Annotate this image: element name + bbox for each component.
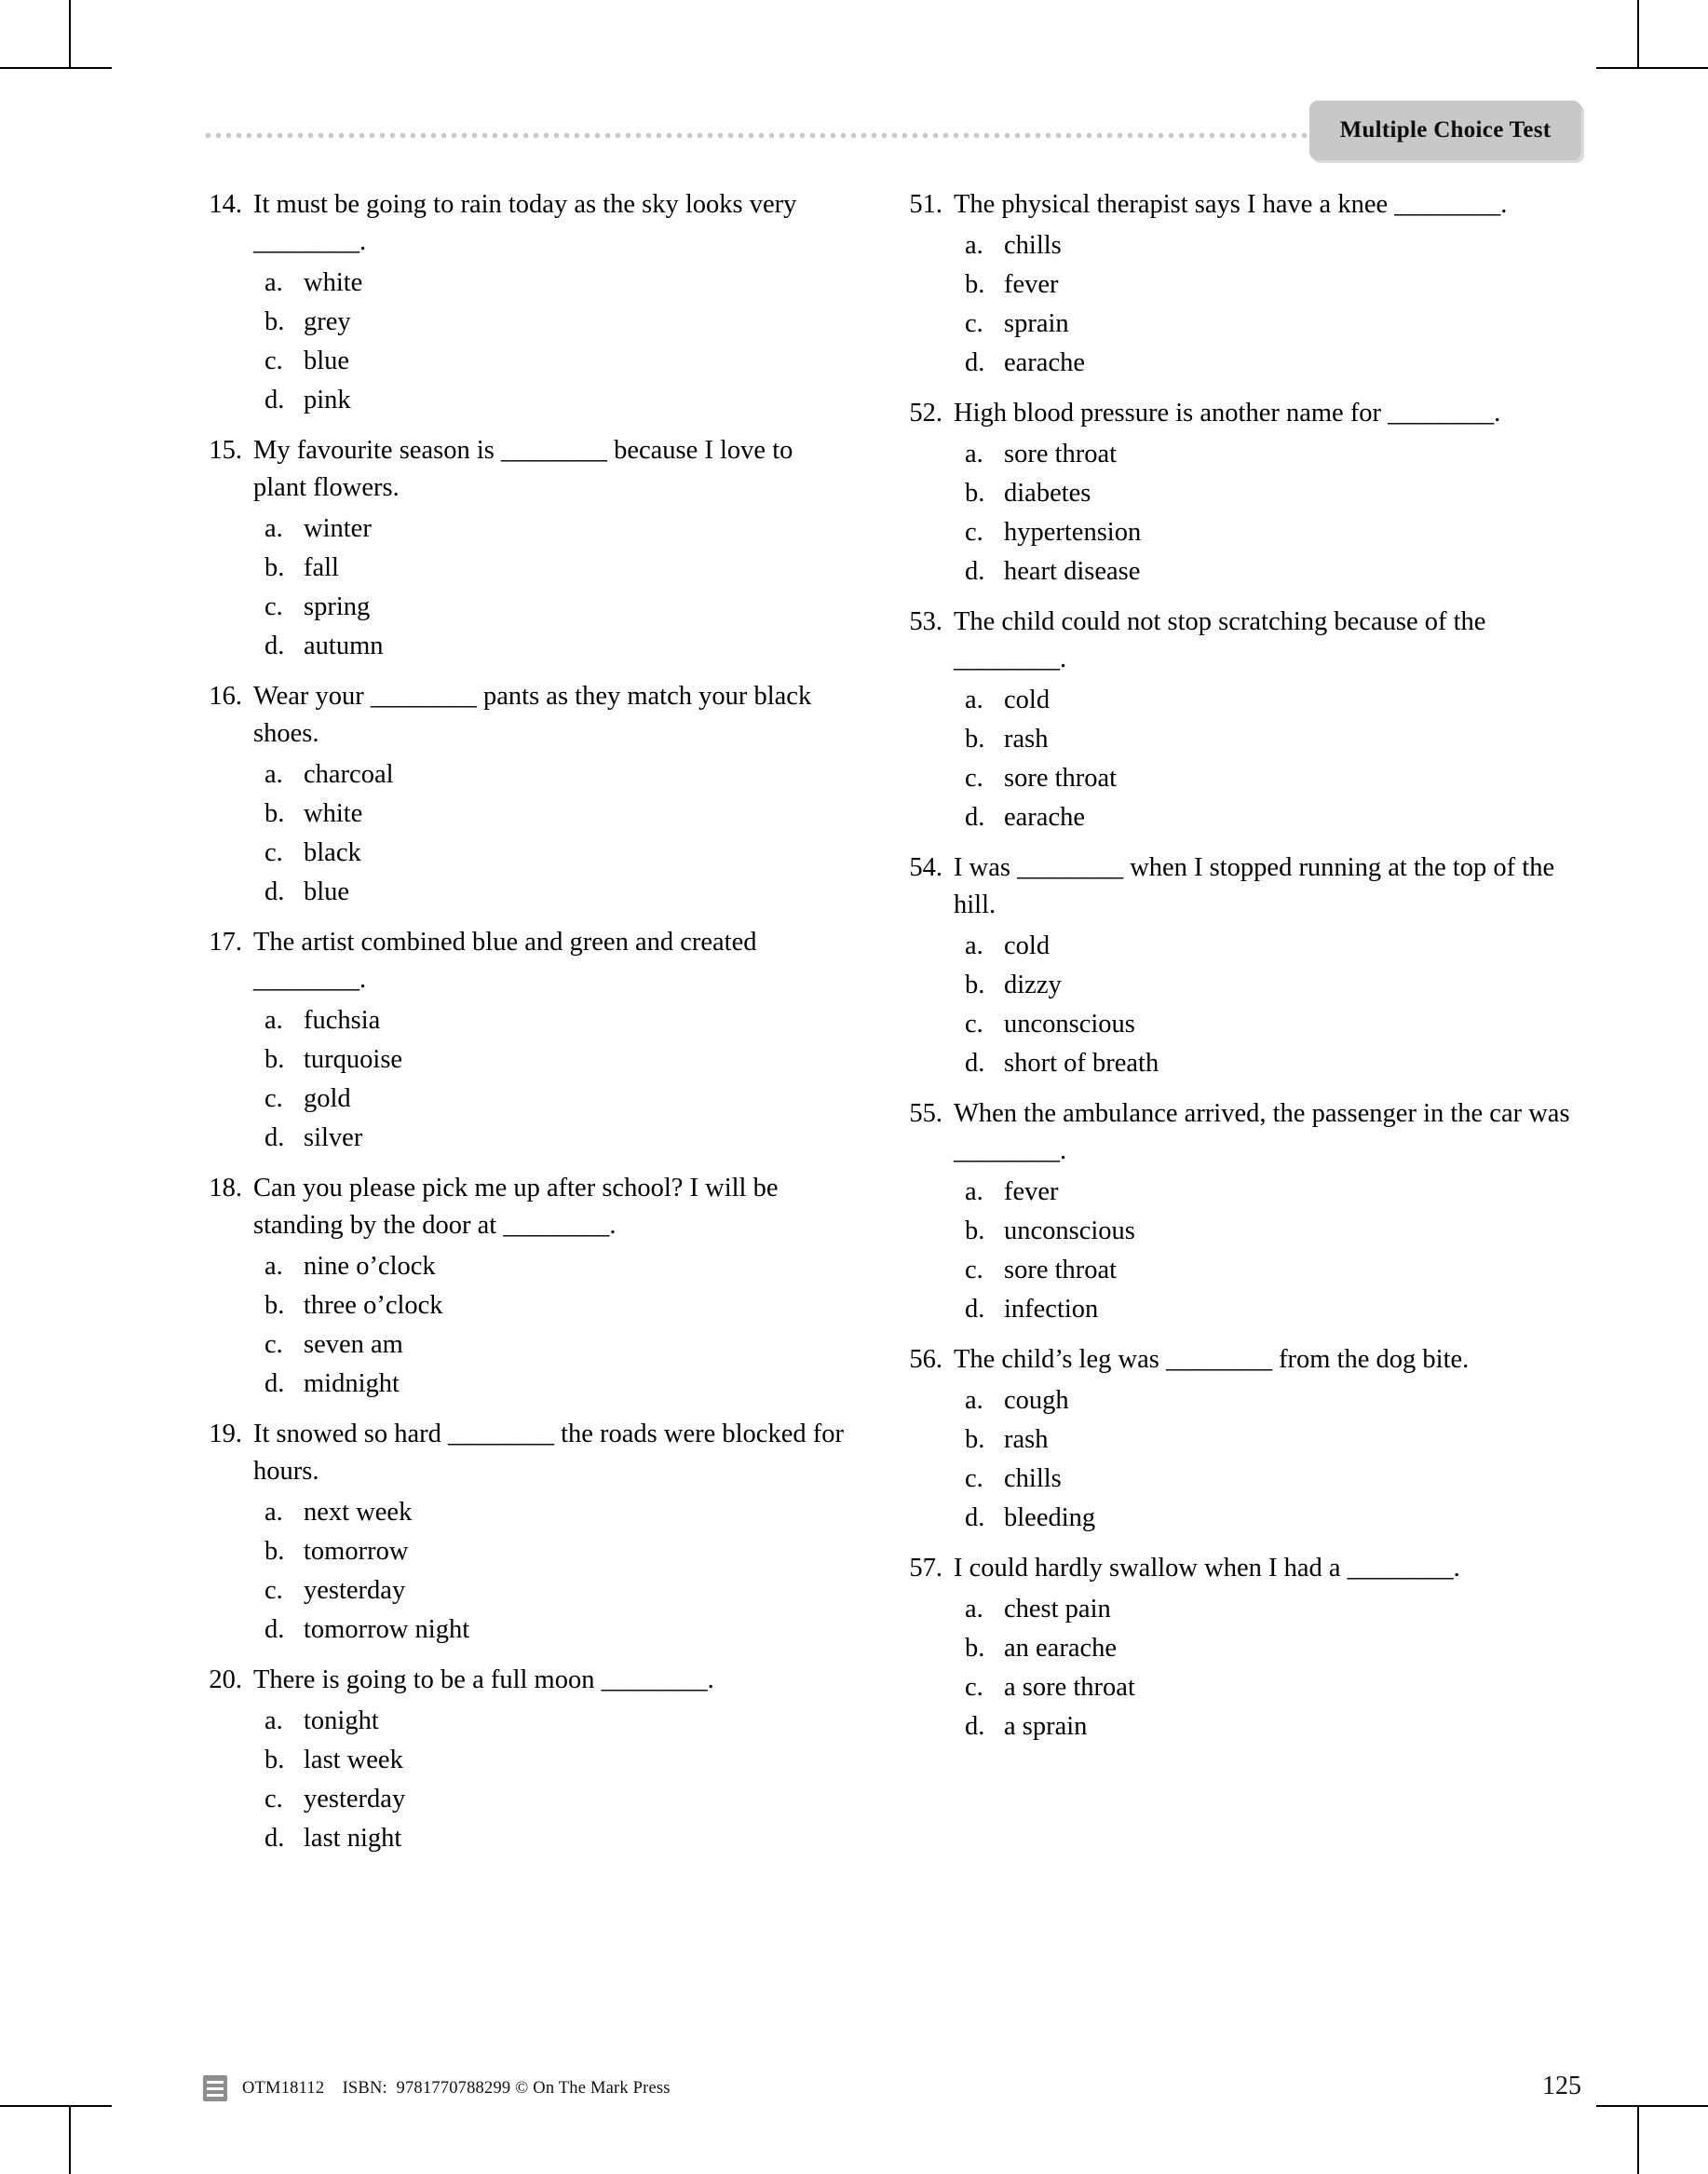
question-text: Can you please pick me up after school? I will be standing by the door at ________.: [253, 1174, 779, 1240]
right-column: [892, 186, 1581, 1870]
option-b[interactable]: [965, 1420, 1581, 1460]
question-15: [203, 432, 847, 666]
option-letter: c.: [264, 1084, 283, 1113]
question-stem: [903, 1550, 1581, 1587]
option-list: [903, 1173, 1581, 1329]
option-a[interactable]: [965, 681, 1581, 720]
option-a[interactable]: [965, 927, 1581, 966]
question-number: 15.: [209, 436, 242, 465]
option-letter: c.: [264, 592, 283, 621]
option-b[interactable]: [264, 1040, 847, 1080]
question-number: 16.: [209, 682, 242, 711]
question-stem: [903, 604, 1581, 678]
option-letter: b.: [264, 1291, 285, 1320]
question-20: [203, 1662, 847, 1858]
question-stem: [203, 1662, 847, 1699]
question-stem: [203, 1170, 847, 1244]
option-letter: c.: [965, 1256, 983, 1284]
option-list: [903, 1590, 1581, 1746]
option-c[interactable]: [965, 759, 1581, 798]
option-text: tomorrow night: [304, 1615, 470, 1644]
option-d[interactable]: [965, 1499, 1581, 1538]
option-letter: d.: [264, 1615, 285, 1644]
question-number: 19.: [209, 1420, 242, 1448]
option-letter: a.: [264, 1706, 283, 1735]
option-c[interactable]: [264, 1571, 847, 1610]
option-letter: c.: [264, 346, 283, 375]
option-a[interactable]: [264, 510, 847, 549]
option-letter: c.: [965, 309, 983, 338]
option-letter: c.: [965, 1010, 983, 1039]
option-text: gold: [304, 1084, 351, 1113]
option-text: white: [304, 268, 363, 297]
question-text: There is going to be a full moon ________.: [253, 1665, 714, 1694]
option-d[interactable]: [264, 1119, 847, 1158]
crop-mark-top-left-vertical: [69, 0, 71, 67]
option-list: [203, 1702, 847, 1858]
option-letter: c.: [965, 518, 983, 547]
option-text: infection: [1004, 1295, 1099, 1324]
question-56: [903, 1341, 1581, 1538]
option-letter: c.: [264, 1576, 283, 1605]
option-d[interactable]: [965, 552, 1581, 591]
option-text: yesterday: [304, 1785, 406, 1814]
question-stem: [903, 1341, 1581, 1379]
option-letter: a.: [965, 440, 983, 469]
option-letter: d.: [965, 803, 985, 832]
option-text: nine o’clock: [304, 1252, 436, 1281]
option-c[interactable]: [264, 834, 847, 873]
option-text: diabetes: [1004, 479, 1091, 508]
option-letter: c.: [965, 1464, 983, 1493]
question-text: Wear your ________ pants as they match your black shoes.: [253, 682, 812, 748]
option-a[interactable]: [264, 755, 847, 795]
question-text: It must be going to rain today as the sky looks very ________.: [253, 190, 797, 256]
option-text: winter: [304, 514, 372, 543]
option-letter: b.: [264, 1746, 285, 1774]
option-text: a sprain: [1004, 1712, 1088, 1741]
option-c[interactable]: [965, 1668, 1581, 1707]
option-text: rash: [1004, 725, 1049, 754]
question-52: [903, 395, 1581, 591]
option-text: chills: [1004, 231, 1062, 260]
option-text: earache: [1004, 803, 1085, 832]
option-list: [903, 927, 1581, 1083]
question-55: [903, 1095, 1581, 1329]
option-list: [903, 1381, 1581, 1538]
page-number: 125: [1542, 2072, 1581, 2100]
question-text: The child’s leg was ________ from the dog bite.: [954, 1345, 1470, 1374]
option-letter: a.: [965, 686, 983, 714]
book-icon: [203, 2075, 227, 2101]
option-letter: a.: [264, 1006, 283, 1035]
option-list: [203, 510, 847, 666]
option-text: hypertension: [1004, 518, 1142, 547]
option-letter: a.: [965, 1177, 983, 1206]
option-b[interactable]: [965, 720, 1581, 759]
option-d[interactable]: [965, 1290, 1581, 1329]
option-text: cough: [1004, 1386, 1069, 1415]
option-text: heart disease: [1004, 557, 1141, 586]
option-letter: d.: [965, 1712, 985, 1741]
option-text: a sore throat: [1004, 1673, 1135, 1702]
question-text: The child could not stop scratching because of the ________.: [954, 607, 1486, 673]
question-text: The artist combined blue and green and created ________.: [253, 928, 757, 994]
option-letter: a.: [965, 931, 983, 960]
option-letter: b.: [264, 1537, 285, 1566]
option-letter: b.: [264, 1045, 285, 1074]
option-d[interactable]: [264, 873, 847, 912]
option-b[interactable]: [965, 474, 1581, 513]
question-stem: [203, 678, 847, 753]
page-header: [203, 89, 1581, 160]
option-letter: b.: [965, 1425, 985, 1454]
question-17: [203, 924, 847, 1158]
option-text: earache: [1004, 348, 1085, 377]
question-number: 17.: [209, 928, 242, 957]
option-letter: d.: [965, 1295, 985, 1324]
option-text: sprain: [1004, 309, 1069, 338]
question-text: The physical therapist says I have a knee ________.: [954, 190, 1508, 219]
question-stem: [203, 432, 847, 507]
crop-mark-bottom-right-horizontal: [1596, 2105, 1708, 2107]
option-c[interactable]: [264, 588, 847, 627]
question-stem: [903, 395, 1581, 432]
option-letter: a.: [965, 1595, 983, 1624]
question-number: 52.: [909, 399, 942, 428]
option-b[interactable]: [264, 303, 847, 342]
section-title-tab: [1309, 101, 1581, 160]
question-text: High blood pressure is another name for ________.: [954, 399, 1501, 428]
question-number: 57.: [909, 1554, 942, 1583]
option-text: an earache: [1004, 1634, 1118, 1663]
option-text: grey: [304, 307, 351, 336]
question-text: When the ambulance arrived, the passenger in the car was ________.: [954, 1099, 1570, 1165]
question-stem: [203, 1416, 847, 1490]
question-54: [903, 849, 1581, 1083]
question-14: [203, 186, 847, 420]
option-b[interactable]: [965, 265, 1581, 305]
option-letter: b.: [965, 270, 985, 299]
option-letter: b.: [965, 971, 985, 999]
question-16: [203, 678, 847, 912]
option-b[interactable]: [264, 795, 847, 834]
option-letter: d.: [965, 557, 985, 586]
option-a[interactable]: [965, 226, 1581, 265]
option-c[interactable]: [264, 1780, 847, 1819]
option-text: chest pain: [1004, 1595, 1111, 1624]
footer-imprint-text: OTM18112 ISBN: 9781770788299 © On The Mark Press: [242, 2078, 671, 2098]
option-letter: d.: [264, 1123, 285, 1152]
option-text: white: [304, 799, 363, 828]
page-footer: [203, 2072, 1581, 2131]
crop-mark-bottom-left-horizontal: [0, 2105, 112, 2107]
option-text: turquoise: [304, 1045, 403, 1074]
option-text: spring: [304, 592, 371, 621]
option-letter: c.: [264, 838, 283, 867]
option-text: seven am: [304, 1330, 403, 1359]
option-text: rash: [1004, 1425, 1049, 1454]
option-text: pink: [304, 386, 351, 414]
option-letter: d.: [264, 386, 285, 414]
question-number: 56.: [909, 1345, 942, 1374]
option-text: cold: [1004, 686, 1051, 714]
option-a[interactable]: [965, 1381, 1581, 1420]
crop-mark-bottom-right-vertical: [1637, 2107, 1639, 2174]
option-letter: b.: [965, 1216, 985, 1245]
option-text: black: [304, 838, 361, 867]
option-text: three o’clock: [304, 1291, 443, 1320]
question-number: 14.: [209, 190, 242, 219]
option-text: silver: [304, 1123, 363, 1152]
option-text: fall: [304, 553, 339, 582]
option-d[interactable]: [965, 1044, 1581, 1083]
option-text: tomorrow: [304, 1537, 409, 1566]
option-letter: b.: [264, 307, 285, 336]
option-list: [203, 1247, 847, 1404]
dotted-rule-divider: [203, 132, 1317, 139]
question-stem: [203, 186, 847, 261]
question-text: I was ________ when I stopped running at the top of the hill.: [954, 853, 1555, 919]
option-text: short of breath: [1004, 1049, 1159, 1078]
option-letter: d.: [965, 1049, 985, 1078]
option-b[interactable]: [965, 966, 1581, 1005]
option-d[interactable]: [264, 1610, 847, 1650]
worksheet-page: [203, 89, 1581, 2101]
option-text: fever: [1004, 270, 1059, 299]
option-text: cold: [1004, 931, 1051, 960]
question-51: [903, 186, 1581, 383]
option-list: [903, 226, 1581, 383]
option-text: sore throat: [1004, 764, 1118, 793]
option-letter: a.: [965, 1386, 983, 1415]
question-number: 54.: [909, 853, 942, 882]
option-letter: d.: [965, 1503, 985, 1532]
option-c[interactable]: [264, 1325, 847, 1365]
option-letter: b.: [965, 479, 985, 508]
option-b[interactable]: [264, 1286, 847, 1325]
question-18: [203, 1170, 847, 1404]
option-list: [203, 264, 847, 420]
option-text: blue: [304, 877, 350, 906]
option-list: [903, 681, 1581, 837]
option-letter: c.: [264, 1330, 283, 1359]
option-text: blue: [304, 346, 350, 375]
option-letter: b.: [965, 1634, 985, 1663]
option-text: yesterday: [304, 1576, 406, 1605]
option-b[interactable]: [264, 1741, 847, 1780]
option-c[interactable]: [965, 1460, 1581, 1499]
crop-mark-top-left-horizontal: [0, 67, 112, 69]
question-number: 55.: [909, 1099, 942, 1128]
option-letter: a.: [264, 760, 283, 789]
question-number: 18.: [209, 1174, 242, 1202]
question-stem: [903, 186, 1581, 224]
option-letter: c.: [264, 1785, 283, 1814]
option-letter: d.: [264, 1824, 285, 1853]
option-c[interactable]: [965, 513, 1581, 552]
option-text: last night: [304, 1824, 402, 1853]
option-list: [203, 1493, 847, 1650]
question-columns: [203, 186, 1581, 1870]
option-letter: a.: [965, 231, 983, 260]
option-d[interactable]: [264, 381, 847, 420]
option-a[interactable]: [264, 1702, 847, 1741]
option-a[interactable]: [264, 1493, 847, 1532]
question-57: [903, 1550, 1581, 1746]
option-a[interactable]: [965, 1173, 1581, 1212]
option-d[interactable]: [264, 1365, 847, 1404]
option-a[interactable]: [965, 435, 1581, 474]
crop-mark-bottom-left-vertical: [69, 2107, 71, 2174]
option-text: autumn: [304, 632, 384, 660]
option-a[interactable]: [264, 1001, 847, 1040]
option-d[interactable]: [965, 344, 1581, 383]
question-53: [903, 604, 1581, 837]
option-text: sore throat: [1004, 1256, 1118, 1284]
crop-mark-top-right-horizontal: [1596, 67, 1708, 69]
option-c[interactable]: [264, 1080, 847, 1119]
option-d[interactable]: [264, 1819, 847, 1858]
option-b[interactable]: [264, 1532, 847, 1571]
option-text: unconscious: [1004, 1010, 1135, 1039]
option-text: fever: [1004, 1177, 1059, 1206]
option-b[interactable]: [965, 1212, 1581, 1251]
option-text: chills: [1004, 1464, 1062, 1493]
option-a[interactable]: [264, 264, 847, 303]
option-letter: a.: [264, 1498, 283, 1527]
option-letter: c.: [965, 1673, 983, 1702]
option-text: unconscious: [1004, 1216, 1135, 1245]
question-19: [203, 1416, 847, 1650]
option-text: dizzy: [1004, 971, 1062, 999]
option-letter: a.: [264, 268, 283, 297]
option-letter: d.: [264, 1369, 285, 1398]
option-letter: a.: [264, 514, 283, 543]
option-letter: b.: [965, 725, 985, 754]
option-text: midnight: [304, 1369, 400, 1398]
option-letter: b.: [264, 553, 285, 582]
question-text: I could hardly swallow when I had a ________.: [954, 1554, 1460, 1583]
question-stem: [203, 924, 847, 999]
left-column: [203, 186, 892, 1870]
option-d[interactable]: [965, 1707, 1581, 1746]
question-stem: [903, 1095, 1581, 1170]
option-a[interactable]: [264, 1247, 847, 1286]
option-text: charcoal: [304, 760, 394, 789]
question-number: 53.: [909, 607, 942, 636]
option-letter: b.: [264, 799, 285, 828]
section-title-label: Multiple Choice Test: [1339, 117, 1552, 143]
option-letter: d.: [965, 348, 985, 377]
crop-mark-top-right-vertical: [1637, 0, 1639, 67]
option-text: sore throat: [1004, 440, 1118, 469]
option-c[interactable]: [965, 305, 1581, 344]
option-letter: d.: [264, 632, 285, 660]
option-a[interactable]: [965, 1590, 1581, 1629]
option-d[interactable]: [264, 627, 847, 666]
option-letter: c.: [965, 764, 983, 793]
question-text: It snowed so hard ________ the roads were blocked for hours.: [253, 1420, 844, 1486]
option-b[interactable]: [264, 549, 847, 588]
option-list: [203, 755, 847, 912]
option-d[interactable]: [965, 798, 1581, 837]
option-list: [903, 435, 1581, 591]
option-c[interactable]: [264, 342, 847, 381]
question-text: My favourite season is ________ because I love to plant flowers.: [253, 436, 793, 502]
option-text: last week: [304, 1746, 403, 1774]
footer-imprint: [203, 2075, 671, 2101]
option-text: fuchsia: [304, 1006, 381, 1035]
option-c[interactable]: [965, 1251, 1581, 1290]
question-stem: [903, 849, 1581, 924]
option-letter: d.: [264, 877, 285, 906]
option-text: next week: [304, 1498, 413, 1527]
option-b[interactable]: [965, 1629, 1581, 1668]
option-c[interactable]: [965, 1005, 1581, 1044]
option-letter: a.: [264, 1252, 283, 1281]
option-text: bleeding: [1004, 1503, 1096, 1532]
option-text: tonight: [304, 1706, 379, 1735]
question-number: 51.: [909, 190, 942, 219]
question-number: 20.: [209, 1665, 242, 1694]
option-list: [203, 1001, 847, 1158]
